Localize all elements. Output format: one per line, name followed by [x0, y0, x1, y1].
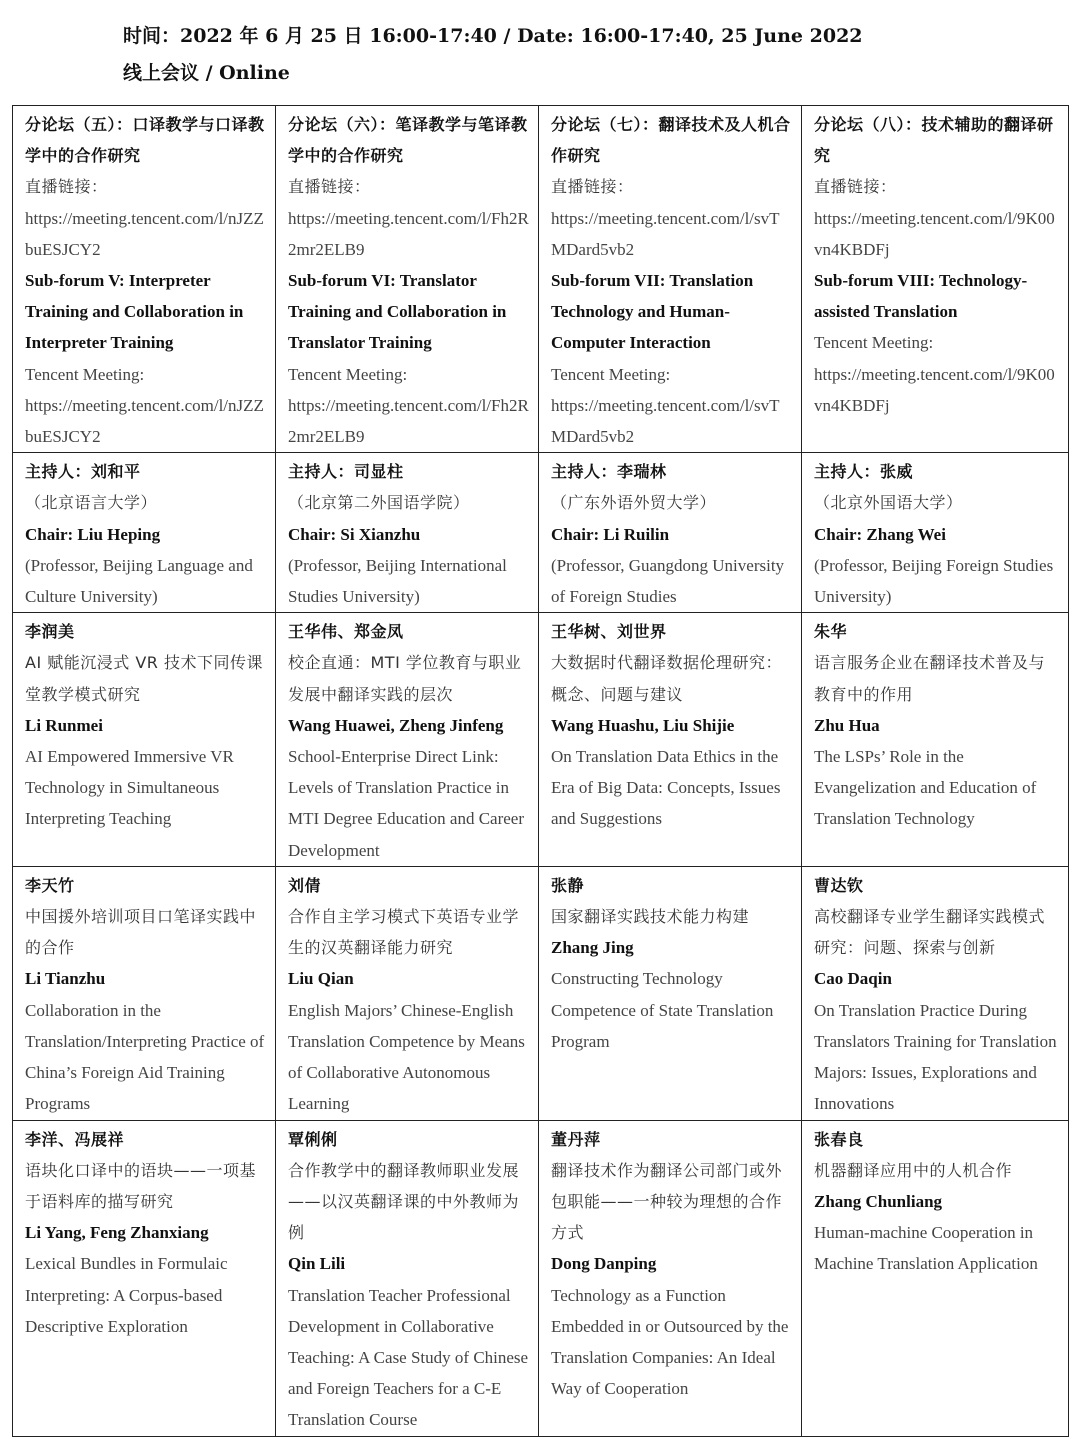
chair-name-en: Chair: Li Ruilin	[551, 524, 670, 544]
event-time: 时间：2022 年 6 月 25 日 16:00-17:40 / Date: 16:00-17:40, 25 June 2022	[123, 25, 863, 47]
chair-affiliation-en: (Professor, Beijing Language and Culture University)	[25, 555, 253, 607]
talk-title-zh: 机器翻译应用中的人机合作	[814, 1160, 1013, 1180]
talk-title-zh: 校企直通：MTI 学位教育与职业发展中翻译实践的层次	[288, 653, 522, 704]
speaker-en: Li Yang, Feng Zhanxiang	[25, 1223, 209, 1243]
forum-info-row	[13, 106, 1069, 453]
chair-cell	[276, 453, 539, 613]
live-link[interactable]: https://meeting.tencent.com/l/Fh2R2mr2ELB9	[288, 208, 529, 259]
talk-cell	[276, 613, 539, 867]
talk-cell	[276, 866, 539, 1120]
talk-title-en: On Translation Data Ethics in the Era of Big Data: Concepts, Issues and Suggestions	[551, 747, 781, 829]
talk-cell	[802, 613, 1069, 867]
schedule-header	[123, 18, 863, 92]
chair-name-en: Chair: Zhang Wei	[814, 524, 946, 544]
forum-cell	[13, 106, 276, 453]
meeting-link-label: Tencent Meeting:	[551, 364, 671, 384]
live-link[interactable]: https://meeting.tencent.com/l/9K00vn4KBDFj	[814, 208, 1055, 259]
forum-title-en: Sub-forum VIII: Technology-assisted Translation	[814, 271, 1028, 322]
chair-name-zh: 主持人：司显柱	[288, 462, 404, 482]
chair-name-zh: 主持人：李瑞林	[551, 462, 667, 482]
speaker-zh: 曹达钦	[814, 875, 864, 895]
chair-affiliation-zh: （北京语言大学）	[25, 493, 158, 513]
speaker-en: Wang Huawei, Zheng Jinfeng	[288, 715, 504, 735]
speaker-en: Li Runmei	[25, 715, 103, 735]
meeting-link-label: Tencent Meeting:	[288, 364, 408, 384]
forum-title-en: Sub-forum VII: Translation Technology and Human-Computer Interaction	[551, 271, 754, 353]
talk-title-en: Translation Teacher Professional Development in Collaborative Teaching: A Case Study of Chinese and Foreign Teachers for a C-E Translation Course	[288, 1285, 529, 1430]
live-link-label: 直播链接：	[551, 177, 634, 197]
talk-title-en: Human-machine Cooperation in Machine Translation Application	[814, 1223, 1038, 1274]
talk-title-zh: AI 赋能沉浸式 VR 技术下同传课堂教学模式研究	[25, 653, 263, 704]
forum-title-zh: 分论坛（六）：笔译教学与笔译教学中的合作研究	[288, 115, 528, 166]
talk-title-en: Constructing Technology Competence of State Translation Program	[551, 969, 774, 1051]
chair-row	[13, 453, 1069, 613]
talk-title-zh: 语言服务企业在翻译技术普及与教育中的作用	[814, 653, 1046, 704]
forum-title-en: Sub-forum V: Interpreter Training and Collaboration in Interpreter Training	[25, 271, 244, 353]
speaker-en: Li Tianzhu	[25, 969, 106, 989]
talk-cell	[539, 1120, 802, 1436]
talk-title-en: On Translation Practice During Translators Training for Translation Majors: Issues, Explorations and Innovations	[814, 1000, 1057, 1114]
speaker-en: Zhu Hua	[814, 715, 880, 735]
talk-title-en: AI Empowered Immersive VR Technology in Simultaneous Interpreting Teaching	[25, 747, 234, 829]
talk-title-en: Technology as a Function Embedded in or Outsourced by the Translation Companies: An Ideal Way of Cooperation	[551, 1285, 789, 1399]
talk-cell	[802, 1120, 1069, 1436]
talk-cell	[539, 866, 802, 1120]
speaker-zh: 刘倩	[288, 875, 322, 895]
meeting-link-label: Tencent Meeting:	[25, 364, 145, 384]
meeting-link[interactable]: https://meeting.tencent.com/l/nJZZbuESJCY2	[25, 395, 264, 447]
live-link-label: 直播链接：	[288, 177, 371, 197]
chair-affiliation-zh: （北京第二外国语学院）	[288, 493, 470, 513]
speaker-zh: 张静	[551, 875, 585, 895]
speaker-zh: 李天竹	[25, 875, 75, 895]
speaker-en: Zhang Chunliang	[814, 1191, 943, 1211]
meeting-link[interactable]: https://meeting.tencent.com/l/Fh2R2mr2ELB9	[288, 395, 529, 447]
talk-title-zh: 合作自主学习模式下英语专业学生的汉英翻译能力研究	[288, 907, 520, 958]
talk-title-zh: 合作教学中的翻译教师职业发展——以汉英翻译课的中外教师为例	[288, 1160, 520, 1243]
speaker-en: Wang Huashu, Liu Shijie	[551, 715, 735, 735]
chair-affiliation-en: (Professor, Beijing Foreign Studies University)	[814, 555, 1054, 607]
talk-title-zh: 语块化口译中的语块——一项基于语料库的描写研究	[25, 1160, 257, 1211]
chair-affiliation-en: (Professor, Guangdong University of Foreign Studies	[551, 555, 785, 607]
chair-name-en: Chair: Si Xianzhu	[288, 524, 421, 544]
meeting-link[interactable]: https://meeting.tencent.com/l/svTMDard5vb2	[551, 395, 780, 447]
forum-cell	[276, 106, 539, 453]
speaker-zh: 董丹萍	[551, 1129, 601, 1149]
event-venue: 线上会议 / Online	[123, 62, 290, 84]
speaker-zh: 李洋、冯展祥	[25, 1129, 125, 1149]
talk-title-en: Collaboration in the Translation/Interpreting Practice of China’s Foreign Aid Training Programs	[25, 1000, 265, 1114]
live-link[interactable]: https://meeting.tencent.com/l/svTMDard5vb2	[551, 208, 780, 259]
chair-name-zh: 主持人：张威	[814, 462, 914, 482]
speaker-zh: 朱华	[814, 622, 848, 642]
talk-title-zh: 高校翻译专业学生翻译实践模式研究：问题、探索与创新	[814, 907, 1046, 958]
speaker-en: Dong Danping	[551, 1254, 657, 1274]
speaker-en: Liu Qian	[288, 969, 354, 989]
live-link-label: 直播链接：	[814, 177, 897, 197]
chair-cell	[539, 453, 802, 613]
live-link[interactable]: https://meeting.tencent.com/l/nJZZbuESJCY2	[25, 208, 264, 259]
forum-cell	[539, 106, 802, 453]
forum-title-zh: 分论坛（八）：技术辅助的翻译研究	[814, 115, 1054, 166]
talk-row	[13, 613, 1069, 867]
subforum-schedule-table	[12, 105, 1069, 1437]
talk-title-en: School-Enterprise Direct Link: Levels of Translation Practice in MTI Degree Education and Career Development	[288, 747, 524, 860]
speaker-en: Cao Daqin	[814, 969, 892, 989]
live-link-label: 直播链接：	[25, 177, 108, 197]
talk-title-en: Lexical Bundles in Formulaic Interpreting: A Corpus-based Descriptive Exploration	[25, 1254, 228, 1336]
forum-title-en: Sub-forum VI: Translator Training and Collaboration in Translator Training	[288, 271, 507, 353]
speaker-zh: 王华树、刘世界	[551, 622, 667, 642]
talk-title-zh: 翻译技术作为翻译公司部门或外包职能——一种较为理想的合作方式	[551, 1160, 783, 1243]
chair-affiliation-zh: （广东外语外贸大学）	[551, 493, 717, 513]
talk-title-en: English Majors’ Chinese-English Translation Competence by Means of Collaborative Autonomous Learning	[288, 1000, 525, 1114]
talk-cell	[276, 1120, 539, 1436]
chair-name-zh: 主持人：刘和平	[25, 462, 141, 482]
chair-affiliation-en: (Professor, Beijing International Studies University)	[288, 555, 507, 607]
chair-affiliation-zh: （北京外国语大学）	[814, 493, 963, 513]
talk-title-zh: 国家翻译实践技术能力构建	[551, 907, 750, 927]
chair-cell	[802, 453, 1069, 613]
talk-cell	[802, 866, 1069, 1120]
chair-name-en: Chair: Liu Heping	[25, 524, 161, 544]
forum-title-zh: 分论坛（七）：翻译技术及人机合作研究	[551, 115, 791, 166]
chair-cell	[13, 453, 276, 613]
talk-title-en: The LSPs’ Role in the Evangelization and Education of Translation Technology	[814, 747, 1037, 829]
talk-row	[13, 866, 1069, 1120]
talk-cell	[13, 866, 276, 1120]
speaker-zh: 李润美	[25, 622, 75, 642]
forum-cell	[802, 106, 1069, 453]
talk-title-zh: 中国援外培训项目口笔译实践中的合作	[25, 907, 257, 958]
forum-title-zh: 分论坛（五）：口译教学与口译教学中的合作研究	[25, 115, 265, 166]
speaker-zh: 王华伟、郑金凤	[288, 622, 404, 642]
talk-cell	[13, 1120, 276, 1436]
speaker-en: Qin Lili	[288, 1254, 346, 1274]
talk-row	[13, 1120, 1069, 1436]
talk-cell	[539, 613, 802, 867]
talk-cell	[13, 613, 276, 867]
meeting-link-label: Tencent Meeting:	[814, 333, 934, 353]
speaker-zh: 覃俐俐	[288, 1129, 338, 1149]
speaker-en: Zhang Jing	[551, 938, 634, 958]
speaker-zh: 张春良	[814, 1129, 864, 1149]
talk-title-zh: 大数据时代翻译数据伦理研究：概念、问题与建议	[551, 653, 783, 704]
meeting-link[interactable]: https://meeting.tencent.com/l/9K00vn4KBDFj	[814, 364, 1055, 415]
